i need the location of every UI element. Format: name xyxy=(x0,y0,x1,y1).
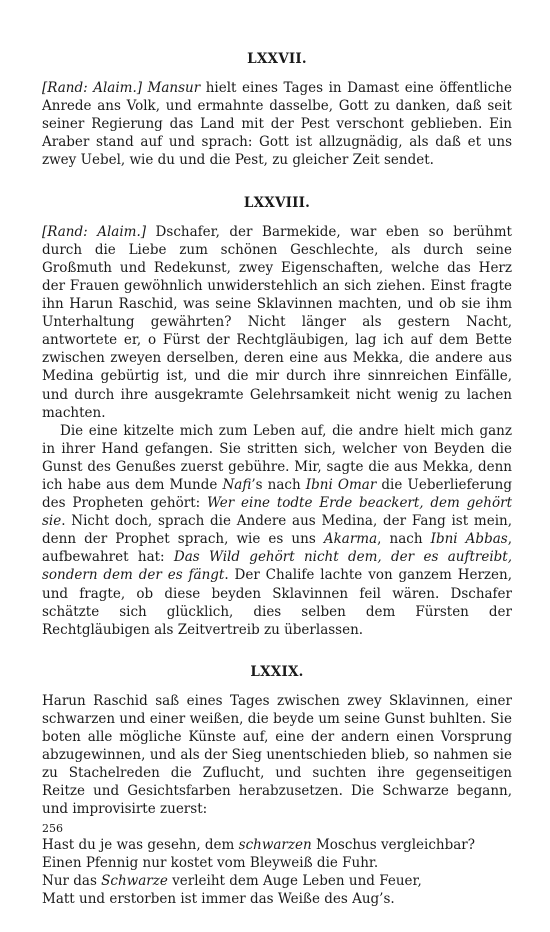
paragraph xyxy=(42,422,512,639)
italic-text: Ibni Abbas xyxy=(430,531,508,548)
page-number: 256 xyxy=(42,822,63,835)
italic-text: Schwarze xyxy=(101,872,168,889)
text-run: Einen Pfennig nur kostet vom Bleyweiß die Fuhr. xyxy=(42,854,379,871)
text-run: hielt eines Tages in Damast eine öffentliche Anrede ans Volk, und ermahnte dasselbe, Gott zu danken, daß seit seiner Regierung das Land mit der Pest verschont geblieben. Ein Araber stand auf und sprach: Gott ist allzugnädig, als daß et uns zwey Uebel, wie du und die Pest, zu gleicher Zeit sendet. xyxy=(42,80,512,169)
text-run: Matt und erstorben ist immer das Weiße des Aug’s. xyxy=(42,890,395,907)
section-lxxix xyxy=(42,663,512,908)
text-run: Nur das xyxy=(42,872,102,889)
section-heading: LXXVIII. xyxy=(243,194,311,211)
paragraph xyxy=(42,79,512,169)
text-run: , aufbewahret hat: xyxy=(42,531,512,566)
text-run: verleiht dem Auge Leben und Feuer, xyxy=(167,872,422,889)
paragraph xyxy=(42,223,512,422)
italic-text: schwarzen xyxy=(238,836,312,853)
italic-text: Ibni Omar xyxy=(305,476,377,493)
section-heading: LXXIX. xyxy=(250,663,304,680)
verse-line xyxy=(42,890,512,908)
text-run: Hast du je was gesehn, dem xyxy=(42,836,239,853)
section-heading: LXXVII. xyxy=(247,51,307,67)
text-run: Moschus vergleichbar? xyxy=(311,836,475,853)
text-run: Die eine kitzelte mich zum Leben auf, die andre hielt mich ganz in ihrer Hand gefangen. Sie stritten sich, welcher von Beyden die Gunst des Genußes zuerst gebühre. Mir, sagte die aus Mekka, denn ich habe aus dem Munde xyxy=(42,422,512,493)
italic-text: Das Wild gehört nicht dem, der es auftreibt, sondern dem der es fängt xyxy=(42,549,512,584)
section-lxxvii xyxy=(42,50,512,170)
verse-line xyxy=(42,836,512,854)
text-run: . Nicht doch, sprach die Andere aus Medina, der Fang ist mein, denn der Prophet sprach, wie es uns xyxy=(42,513,512,548)
section-lxxviii xyxy=(42,194,512,639)
italic-text: Wer eine todte Erde beackert, dem gehört sie xyxy=(42,495,512,530)
text-run: . Der Chalife lachte von ganzem Herzen, und fragte, ob diese beyden Sklavinnen feil wären. Dschafer schätzte sich glücklich, dies selben dem Fürsten der Rechtgläubigen als Zeitvertreib zu überlassen. xyxy=(42,567,513,638)
text-run: Dschafer, der Barmekide, war eben so berühmt durch die Liebe zum schönen Geschlechte, als durch seine Großmuth und Redekunst, zwey Eigenschaften, welche das Herz der Frauen gewöhnlich unwiderstehlich an sich ziehen. Einst fragte ihn Harun Raschid, was seine Sklavinnen machten, und ob sie ihm Unterhaltung gewährten? Nicht länger als gestern Nacht, antwortete er, o Fürst der Rechtgläubigen, lag ich auf dem Bette zwischen zweyen derselben, deren eine aus Mekka, die andere aus Medina gebürtig ist, und die mir durch ihre sinnreichen Einfälle, und durch ihre ausgekramte Gelehrsamkeit nicht wenig zu lachen machten. xyxy=(42,223,512,421)
paragraph xyxy=(42,692,512,819)
italic-text: [Rand: Alaim.] Mansur xyxy=(42,80,201,97)
verse-block xyxy=(42,836,512,908)
verse-line xyxy=(42,854,512,872)
italic-text: Nafi xyxy=(222,476,252,493)
italic-text: [Rand: Alaim.] xyxy=(42,223,147,240)
text-run: Harun Raschid saß eines Tages zwischen zwey Sklavinnen, einer schwarzen und einer weißen, die beyde um seine Gunst buhlten. Sie boten alle mögliche Künste auf, eine der andern einen Vorsprung abzugewinnen, und als der Sieg unentschieden blieb, so nahmen sie zu Stachelreden die Zuflucht, und suchten ihre gegenseitigen Reitze und Gesichtsfarben herabzusetzen. Die Schwarze begann, und improvisirte zuerst: xyxy=(42,692,512,818)
text-run: die Ueberlieferung des Propheten gehört: xyxy=(42,476,513,512)
document-page xyxy=(42,50,512,932)
text-run: ’s nach xyxy=(251,476,306,493)
text-run: , nach xyxy=(377,531,431,548)
italic-text: Akarma xyxy=(323,531,378,548)
verse-line xyxy=(42,872,512,890)
